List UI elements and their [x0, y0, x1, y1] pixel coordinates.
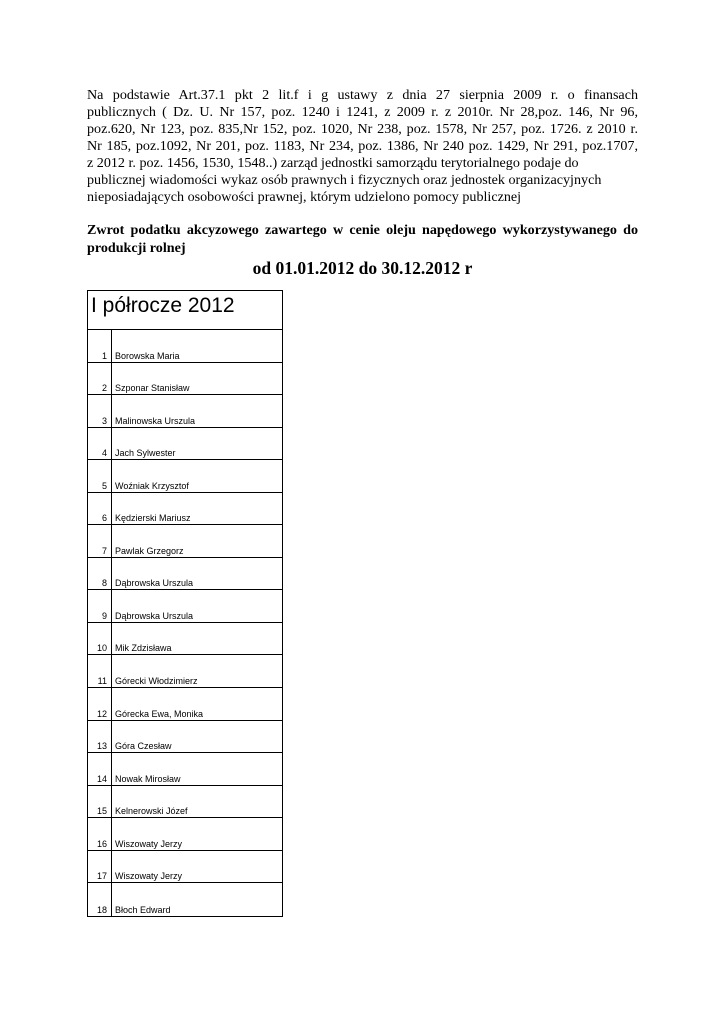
row-number: 18 [88, 883, 112, 916]
row-number: 4 [88, 428, 112, 460]
row-number: 10 [88, 623, 112, 655]
row-name: Dąbrowska Urszula [115, 578, 194, 589]
table-row [88, 655, 282, 688]
table-row [88, 818, 282, 851]
row-name: Góra Czesław [115, 741, 172, 752]
table-row [88, 525, 282, 558]
row-number: 14 [88, 753, 112, 785]
row-number: 15 [88, 786, 112, 818]
intro-line: publicznej wiadomości wykaz osób prawnych i fizycznych oraz jednostek organizacyjnych [87, 172, 602, 188]
table-row [88, 721, 282, 754]
row-number: 6 [88, 493, 112, 525]
row-number: 12 [88, 688, 112, 720]
table-row [88, 883, 282, 916]
row-name: Dąbrowska Urszula [115, 610, 194, 621]
row-number: 11 [88, 655, 112, 687]
table-title: I półrocze 2012 [88, 291, 282, 330]
row-number: 16 [88, 818, 112, 850]
table-row [88, 590, 282, 623]
row-name: Pawlak Grzegorz [115, 545, 184, 556]
row-name: Mik Zdzisława [115, 643, 172, 654]
table-row [88, 688, 282, 721]
table-row [88, 623, 282, 656]
row-name: Kelnerowski Józef [115, 806, 188, 817]
intro-line: Nr 185, poz.1092, Nr 201, poz. 1183, Nr 234, poz. 1386, Nr 240 poz. 1429, Nr 291, poz.1707, [87, 138, 638, 154]
row-name: Woźniak Krzysztof [115, 480, 189, 491]
row-name: Błoch Edward [115, 904, 171, 915]
intro-line: z 2012 r. poz. 1456, 1530, 1548..) zarząd jednostki samorządu terytorialnego podaje do [87, 155, 579, 171]
row-name: Górecki Włodzimierz [115, 676, 198, 687]
row-number: 2 [88, 363, 112, 395]
beneficiaries-table [87, 290, 283, 917]
row-name: Borowska Maria [115, 350, 180, 361]
table-row [88, 428, 282, 461]
section-heading-line: Zwrot podatku akcyzowego zawartego w cenie oleju napędowego wykorzystywanego do [87, 222, 638, 238]
table-body [88, 330, 282, 916]
row-name: Szponar Stanisław [115, 383, 190, 394]
row-name: Wiszowaty Jerzy [115, 838, 183, 849]
row-number: 13 [88, 721, 112, 753]
row-number: 9 [88, 590, 112, 622]
intro-line: Na podstawie Art.37.1 pkt 2 lit.f i g ustawy z dnia 27 sierpnia 2009 r. o finansach [87, 87, 638, 103]
row-number: 5 [88, 460, 112, 492]
intro-line: publicznych ( Dz. U. Nr 157, poz. 1240 i 1241, z 2009 r. z 2010r. Nr 28,poz. 146, Nr 96, [87, 104, 638, 120]
row-name: Nowak Mirosław [115, 773, 181, 784]
table-row [88, 753, 282, 786]
table-row [88, 330, 282, 363]
row-name: Kędzierski Mariusz [115, 513, 191, 524]
table-row [88, 363, 282, 396]
row-name: Wiszowaty Jerzy [115, 871, 183, 882]
intro-line: poz.620, Nr 123, poz. 835,Nr 152, poz. 1020, Nr 238, poz. 1578, Nr 257, poz. 1726. z 2010 r. [87, 121, 638, 137]
intro-line: nieposiadających osobowości prawnej, którym udzielono pomocy publicznej [87, 189, 522, 205]
section-heading-line: produkcji rolnej [87, 240, 186, 256]
table-row [88, 558, 282, 591]
row-name: Malinowska Urszula [115, 415, 196, 426]
row-number: 17 [88, 851, 112, 883]
row-name: Górecka Ewa, Monika [115, 708, 204, 719]
table-row [88, 395, 282, 428]
period-title: od 01.01.2012 do 30.12.2012 r [252, 258, 473, 278]
row-number: 8 [88, 558, 112, 590]
row-name: Jach Sylwester [115, 448, 176, 459]
table-row [88, 851, 282, 884]
row-number: 7 [88, 525, 112, 557]
row-number: 3 [88, 395, 112, 427]
table-row [88, 493, 282, 526]
table-row [88, 786, 282, 819]
table-row [88, 460, 282, 493]
row-number: 1 [88, 330, 112, 362]
